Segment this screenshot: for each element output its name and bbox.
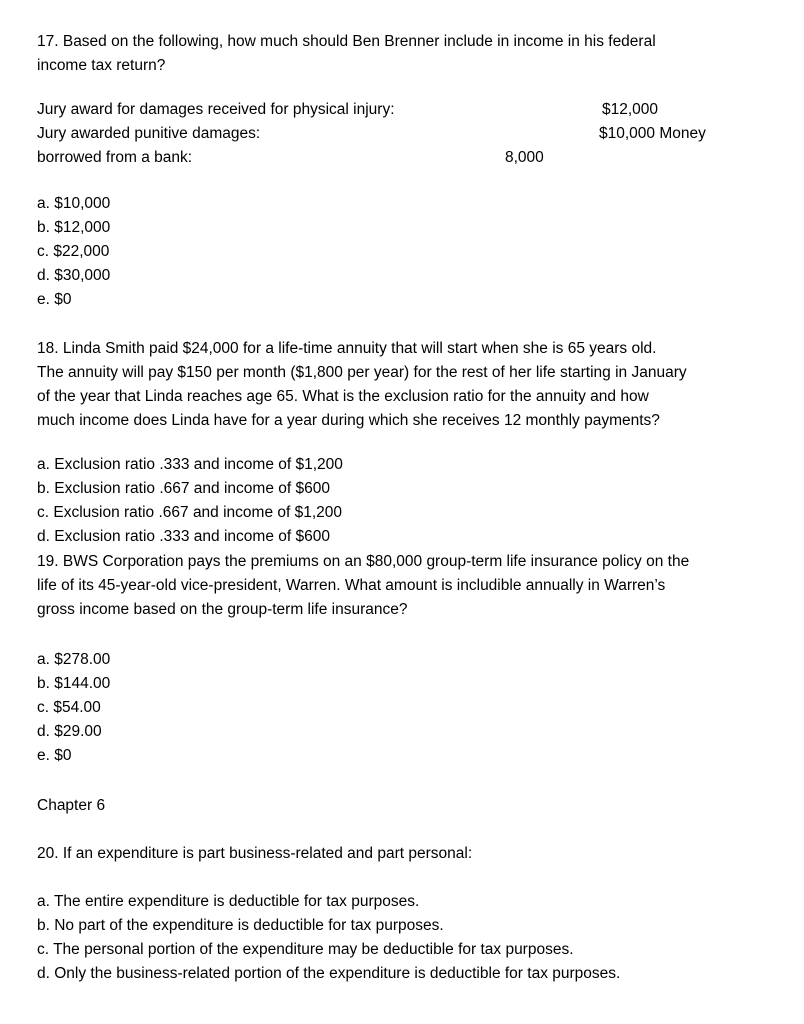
- q20-option: b. No part of the expenditure is deductible for tax purposes.: [37, 917, 444, 934]
- q17-option: b. $12,000: [37, 219, 111, 236]
- q19-options: [37, 648, 110, 768]
- q17-row3-value: 8,000: [505, 149, 544, 166]
- q19-question-line: 19. BWS Corporation pays the premiums on an $80,000 group-term life insurance policy on the: [37, 553, 690, 570]
- q19-option: b. $144.00: [37, 675, 111, 692]
- q17-question-line: 17. Based on the following, how much should Ben Brenner include in income in his federal: [37, 33, 656, 50]
- q19-option: e. $0: [37, 747, 72, 764]
- q17-question-line: income tax return?: [37, 57, 166, 74]
- q17-row1-label: Jury award for damages received for physical injury:: [37, 101, 395, 118]
- q17-row1-value: $12,000: [602, 101, 659, 118]
- q17-option: d. $30,000: [37, 267, 111, 284]
- chapter-heading: Chapter 6: [37, 797, 106, 814]
- q18-option: c. Exclusion ratio .667 and income of $1,200: [37, 504, 343, 521]
- q17-option: a. $10,000: [37, 195, 111, 212]
- q19-option: d. $29.00: [37, 723, 102, 740]
- q19-option: a. $278.00: [37, 651, 111, 668]
- q17-option: c. $22,000: [37, 243, 110, 260]
- q20-options: [37, 890, 620, 986]
- q17-option: e. $0: [37, 291, 72, 308]
- q17-question: [37, 30, 656, 78]
- q19-question-line: gross income based on the group-term life insurance?: [37, 601, 408, 618]
- q18-option: d. Exclusion ratio .333 and income of $600: [37, 528, 330, 545]
- q17-row2-label: Jury awarded punitive damages:: [37, 125, 261, 142]
- q18-question-line: much income does Linda have for a year during which she receives 12 monthly payments?: [37, 412, 660, 429]
- q18-options: [37, 453, 343, 549]
- q20-option: d. Only the business-related portion of the expenditure is deductible for tax purposes.: [37, 965, 621, 982]
- q20-question: 20. If an expenditure is part business-related and part personal:: [37, 845, 473, 862]
- q19-question-line: life of its 45-year-old vice-president, Warren. What amount is includible annually in Warren’s: [37, 577, 666, 594]
- q18-question-line: The annuity will pay $150 per month ($1,800 per year) for the rest of her life starting in January: [37, 364, 687, 381]
- q17-options: [37, 192, 110, 312]
- q18-question: [37, 337, 687, 433]
- q19-question: [37, 550, 689, 622]
- q18-question-line: of the year that Linda reaches age 65. What is the exclusion ratio for the annuity and how: [37, 388, 649, 405]
- q18-option: b. Exclusion ratio .667 and income of $600: [37, 480, 330, 497]
- q17-row2-value: $10,000 Money: [599, 125, 706, 142]
- q19-option: c. $54.00: [37, 699, 101, 716]
- q20-option: c. The personal portion of the expenditure may be deductible for tax purposes.: [37, 941, 574, 958]
- q18-question-line: 18. Linda Smith paid $24,000 for a life-time annuity that will start when she is 65 years old.: [37, 340, 657, 357]
- q17-row3-label: borrowed from a bank:: [37, 149, 193, 166]
- q20-option: a. The entire expenditure is deductible for tax purposes.: [37, 893, 420, 910]
- q18-option: a. Exclusion ratio .333 and income of $1,200: [37, 456, 343, 473]
